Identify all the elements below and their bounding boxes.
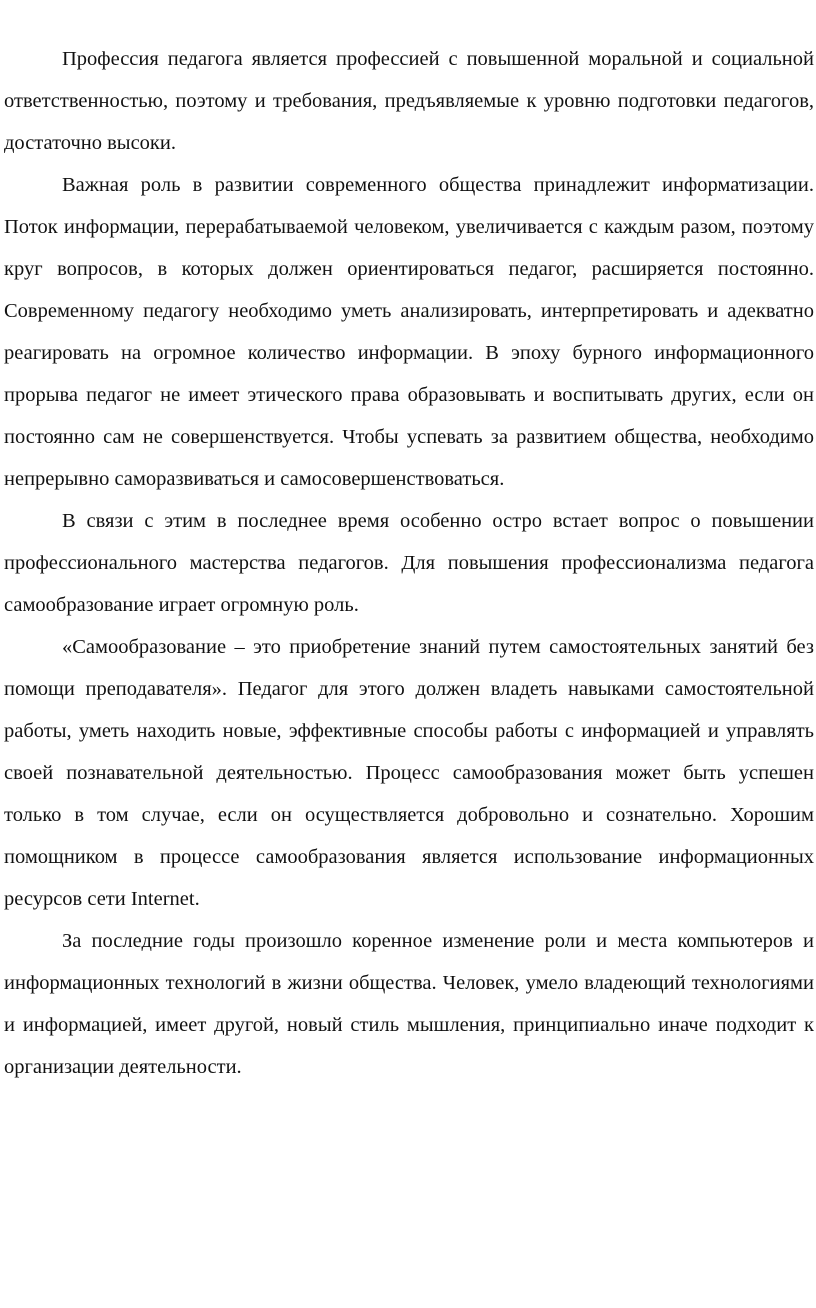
paragraph-3: В связи с этим в последнее время особенно остро встает вопрос о повышении профессионального мастерства педагогов. Для повышения профессионализма педагога самообразование играет огромную роль. (4, 510, 814, 616)
paragraph-2: Важная роль в развитии современного общества принадлежит информатизации. Поток информации, перерабатываемой человеком, увеличивается с каждым разом, поэтому круг вопросов, в которых должен ориентироваться педагог, расширяется постоянно. Современному педагогу необходимо уметь анализировать, интерпретировать и адекватно реагировать на огромное количество информации. В эпоху бурного информационного прорыва педагог не имеет этического права образовывать и воспитывать других, если он постоянно сам не совершенствуется. Чтобы успевать за развитием общества, необходимо непрерывно саморазвиваться и самосовершенствоваться. (4, 174, 814, 490)
paragraph-4: «Самообразование – это приобретение знаний путем самостоятельных занятий без помощи преподавателя». Педагог для этого должен владеть навыками самостоятельной работы, уметь находить новые, эффективные способы работы с информацией и управлять своей познавательной деятельностью. Процесс самообразования может быть успешен только в том случае, если он осуществляется добровольно и сознательно. Хорошим помощником в процессе самообразования является использование информационных ресурсов сети Internet. (4, 636, 814, 910)
paragraph-5: За последние годы произошло коренное изменение роли и места компьютеров и информационных технологий в жизни общества. Человек, умело владеющий технологиями и информацией, имеет другой, новый стиль мышления, принципиально иначе подходит к организации деятельности. (4, 930, 814, 1078)
paragraph-1: Профессия педагога является профессией с повышенной моральной и социальной ответственностью, поэтому и требования, предъявляемые к уровню подготовки педагогов, достаточно высоки. (4, 48, 814, 154)
